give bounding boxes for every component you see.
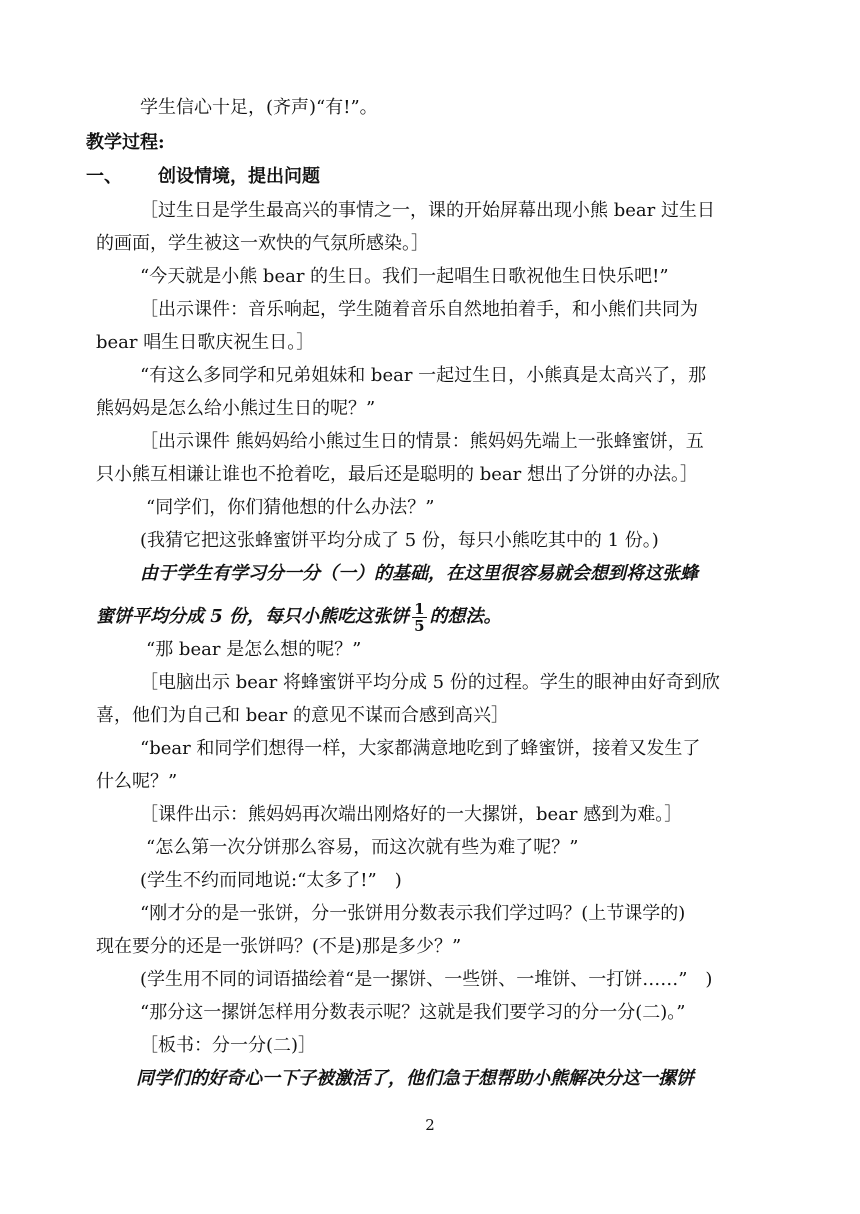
paragraph-text: 什么呢？”: [96, 771, 178, 792]
fraction-numerator: 1: [414, 599, 425, 618]
paragraph-text: 的画面，学生被这一欢快的气氛所感染。］: [96, 233, 429, 254]
emphasis-text: 同学们的好奇心一下子被激活了，他们急于想帮助小熊解决分这一摞饼: [136, 1068, 694, 1089]
section-heading-teaching-process: 教学过程:: [86, 132, 165, 153]
emphasis-text: 由于学生有学习分一分（一）的基础，在这里很容易就会想到将这张蜂: [140, 563, 698, 584]
paragraph-text: “今天就是小熊 bear 的生日。我们一起唱生日歌祝他生日快乐吧!”: [140, 266, 669, 287]
page-number: 2: [425, 1116, 435, 1134]
paragraph-text: “bear 和同学们想得一样，大家都满意地吃到了蜂蜜饼，接着又发生了: [140, 738, 701, 759]
paragraph-text: “刚才分的是一张饼，分一张饼用分数表示我们学过吗？(上节课学的): [140, 903, 686, 924]
paragraph-text: 现在要分的还是一张饼吗？(不是)那是多少？”: [96, 936, 462, 957]
paragraph-text: “有这么多同学和兄弟姐妹和 bear 一起过生日，小熊真是太高兴了，那: [140, 365, 707, 386]
paragraph-text: ［电脑出示 bear 将蜂蜜饼平均分成 5 份的过程。学生的眼神由好奇到欣: [140, 672, 720, 693]
fraction-one-fifth: [412, 601, 426, 634]
emphasis-text-with-fraction: [96, 596, 502, 638]
paragraph-text: 只小熊互相谦让谁也不抢着吃，最后还是聪明的 bear 想出了分饼的办法。］: [96, 464, 698, 485]
paragraph-text: “那 bear 是怎么想的呢？”: [146, 639, 362, 660]
paragraph-text: “怎么第一次分饼那么容易，而这次就有些为难了呢？”: [146, 837, 579, 858]
paragraph-text: (学生用不同的词语描绘着“是一摞饼、一些饼、一堆饼、一打饼……” ): [140, 969, 713, 990]
section-title: 创设情境，提出问题: [158, 166, 320, 187]
emphasis-text-part: 蜜饼平均分成 5 份，每只小熊吃这张饼: [96, 606, 410, 627]
paragraph-text: bear 唱生日歌庆祝生日。］: [96, 332, 315, 353]
paragraph-text: “同学们，你们猜他想的什么办法？”: [146, 497, 435, 518]
paragraph-text: ［板书：分一分(二)］: [140, 1035, 317, 1056]
paragraph-text: 熊妈妈是怎么给小熊过生日的呢？”: [96, 398, 376, 419]
paragraph-text: ［课件出示：熊妈妈再次端出刚烙好的一大摞饼，bear 感到为难。］: [140, 804, 683, 825]
paragraph-text: ［过生日是学生最高兴的事情之一，课的开始屏幕出现小熊 bear 过生日: [140, 200, 715, 221]
paragraph-text: (学生不约而同地说:“太多了!” ): [140, 870, 402, 891]
paragraph-1: 学生信心十足，(齐声)“有!”。: [140, 97, 378, 118]
paragraph-text: ［出示课件 熊妈妈给小熊过生日的情景：熊妈妈先端上一张蜂蜜饼，五: [140, 431, 704, 452]
paragraph-text: ［出示课件：音乐响起，学生随着音乐自然地拍着手，和小熊们共同为: [140, 299, 698, 320]
paragraph-text: (我猜它把这张蜂蜜饼平均分成了 5 份，每只小熊吃其中的 1 份。): [140, 530, 659, 551]
paragraph-text: “那分这一摞饼怎样用分数表示呢？这就是我们要学习的分一分(二)。”: [140, 1002, 686, 1023]
paragraph-text: 喜，他们为自己和 bear 的意见不谋而合感到高兴］: [96, 705, 509, 726]
fraction-denominator: 5: [414, 616, 425, 635]
section-number: 一、: [86, 166, 122, 187]
emphasis-text-part: 的想法。: [429, 606, 502, 627]
